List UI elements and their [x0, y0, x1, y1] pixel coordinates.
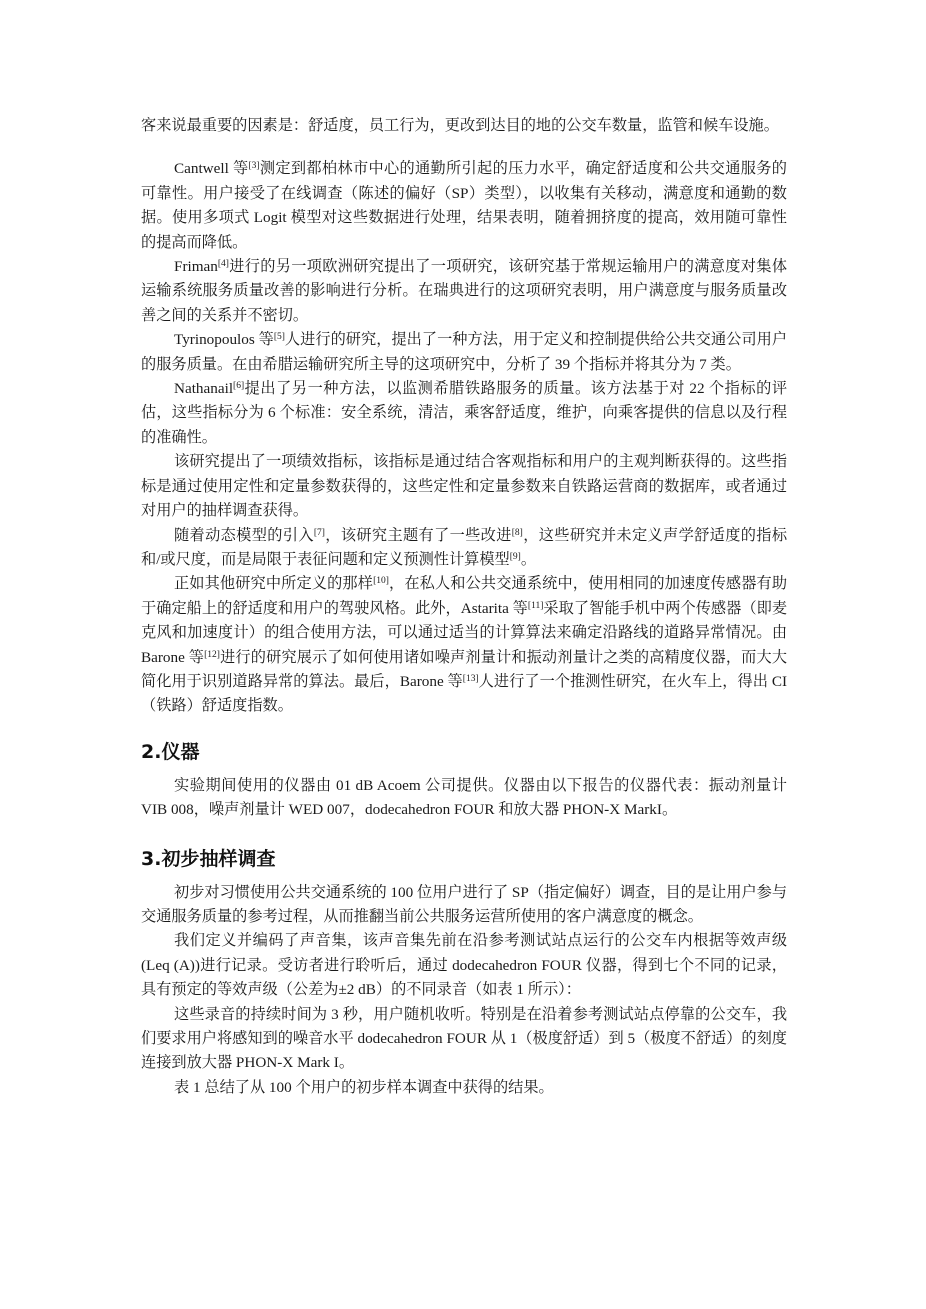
paragraph-text: 随着动态模型的引入: [174, 526, 314, 544]
paragraph-gap: [141, 138, 787, 157]
citation-ref: [10]: [373, 576, 389, 587]
citation-ref: [12]: [204, 649, 220, 660]
citation-ref: [3]: [248, 161, 260, 172]
paragraph-text: 客来说最重要的因素是：舒适度，员工行为，更改到达目的地的公交车数量，监管和候车设施。: [141, 117, 779, 134]
paragraph-sound-set: [141, 929, 787, 1002]
paragraph-table-summary: [141, 1076, 787, 1100]
paragraph-performance-index: [141, 450, 787, 523]
paragraph-text: ，这些研究并未定义声学舒适度的指标和/或尺度，而是局限于表征问题和定义预测性计算模型: [141, 526, 788, 568]
paragraph-friman: [141, 255, 787, 328]
citation-ref: [11]: [527, 600, 544, 611]
citation-ref: [6]: [233, 381, 245, 392]
paragraph-text: 实验期间使用的仪器由 01 dB Acoem 公司提供。仪器由以下报告的仪器代表：振动剂量计 VIB 008，噪声剂量计 WED 007，dodecahedron FOUR 和放大器 PHON-X MarkI。: [141, 776, 787, 819]
paragraph-text: 正如其他研究中所定义的那样: [174, 575, 374, 593]
paragraph-text: 表 1 总结了从 100 个用户的初步样本调查中获得的结果。: [174, 1078, 554, 1096]
paragraph-text: 该研究提出了一项绩效指标，该指标是通过结合客观指标和用户的主观判断获得的。这些指标是通过使用定性和定量参数获得的，这些定性和定量参数来自铁路运营商的数据库，或者通过对用户的抽样调查获得。: [141, 453, 787, 520]
paragraph-continued: [141, 114, 787, 138]
paragraph-text: Cantwell 等: [174, 160, 249, 178]
paragraph-text: 进行的研究展示了如何使用诸如噪声剂量计和振动剂量计之类的高精度仪器，而大大简化用于识别道路异常的算法。最后，Barone 等: [141, 648, 788, 690]
citation-ref: [7]: [313, 527, 325, 538]
paragraph-nathanail: [141, 377, 787, 450]
paragraph-recording-duration: [141, 1003, 787, 1076]
paragraph-text: 采取了智能手机中两个传感器（即麦克风和加速度计）的组合使用方法，可以通过适当的计算算法来确定沿路线的道路异常情况。由 Barone 等: [141, 599, 788, 666]
paragraph-text: 。: [520, 550, 536, 568]
paragraph-accelerometer: [141, 572, 787, 718]
paragraph-tyrinopoulos: [141, 328, 787, 377]
paragraph-text: 进行的另一项欧洲研究提出了一项研究，该研究基于常规运输用户的满意度对集体运输系统服务质量改善的影响进行分析。在瑞典进行的这项研究表明，用户满意度与服务质量改善之间的关系并不密切。: [141, 258, 787, 324]
section-heading-preliminary-survey: 3.初步抽样调查: [141, 847, 276, 870]
paragraph-text: Tyrinopoulos 等: [174, 331, 274, 349]
paragraph-instruments: [141, 774, 787, 823]
paragraph-text: ，在私人和公共交通系统中，使用相同的加速度传感器有助于确定船上的舒适度和用户的驾驶风格。此外，Astarita 等: [141, 575, 788, 617]
section-heading-instruments: 2.仪器: [141, 740, 200, 763]
paragraph-text: 提出了另一种方法，以监测希腊铁路服务的质量。该方法基于对 22 个指标的评估，这些指标分为 6 个标准：安全系统，清洁，乘客舒适度，维护，向乘客提供的信息以及行程的准确性。: [141, 380, 787, 446]
paragraph-dynamic-models: [141, 524, 787, 573]
citation-ref: [13]: [462, 673, 479, 684]
paragraph-text: 初步对习惯使用公共交通系统的 100 位用户进行了 SP（指定偏好）调查，目的是让用户参与交通服务质量的参考过程，从而推翻当前公共服务运营所使用的客户满意度的概念。: [141, 883, 788, 925]
citation-ref: [5]: [273, 332, 285, 343]
paragraph-text: Friman: [174, 258, 218, 276]
paragraph-text: 这些录音的持续时间为 3 秒，用户随机收听。特别是在沿着参考测试站点停靠的公交车，我们要求用户将感知到的噪音水平 dodecahedron FOUR 从 1（极度舒适）到 5（极度不舒适）的刻度连接到放大器 PHON-X Mark I。: [141, 1005, 787, 1072]
paragraph-cantwell: [141, 157, 787, 255]
paragraph-text: 我们定义并编码了声音集，该声音集先前在沿参考测试站点运行的公交车内根据等效声级(Leq (A))进行记录。受访者进行聆听后，通过 dodecahedron FOUR 仪器，得到七个不同的记录，具有预定的等效声级（公差为±2 dB）的不同录音（如表 1 所示）：: [141, 932, 787, 999]
paragraph-text: 人进行的研究，提出了一种方法，用于定义和控制提供给公共交通公司用户的服务质量。在由希腊运输研究所主导的这项研究中，分析了 39 个指标并将其分为 7 类。: [141, 331, 788, 373]
paragraph-text: 人进行了一个推测性研究，在火车上，得出 CI（铁路）舒适度指数。: [141, 672, 788, 715]
paragraph-text: Nathanail: [174, 380, 234, 398]
citation-ref: [9]: [509, 551, 521, 562]
page-body: [141, 114, 787, 1100]
citation-ref: [4]: [217, 259, 229, 270]
citation-ref: [8]: [511, 527, 523, 538]
paragraph-survey-intro: [141, 881, 787, 930]
paragraph-text: ，该研究主题有了一些改进: [324, 526, 512, 544]
paragraph-text: 测定到都柏林市中心的通勤所引起的压力水平，确定舒适度和公共交通服务的可靠性。用户接受了在线调查（陈述的偏好（SP）类型），以收集有关移动，满意度和通勤的数据。使用多项式 Logit 模型对这些数据进行处理，结果表明，随着拥挤度的提高，效用随可靠性的提高而降低。: [141, 160, 787, 251]
